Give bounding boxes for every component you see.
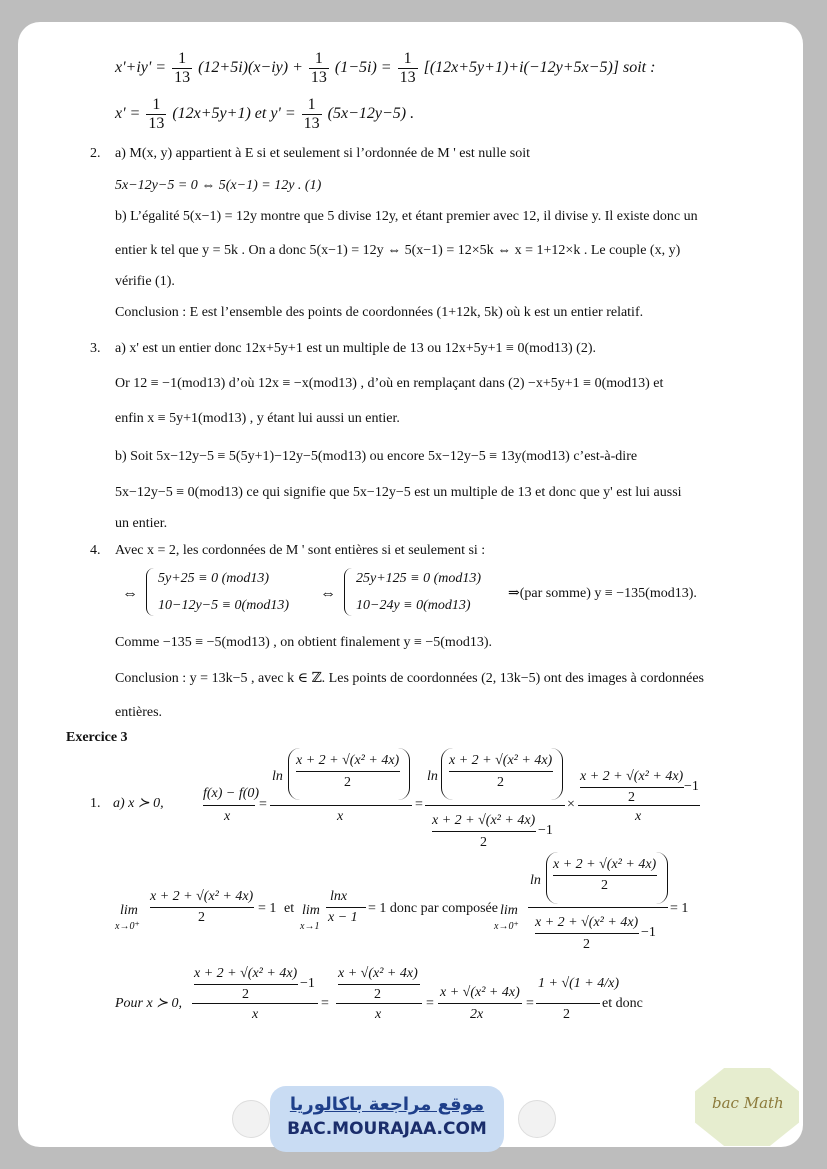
q3-b: b) Soit 5x−12y−5 ≡ 5(5y+1)−12y−5(mod13) ou encore 5x−12y−5 ≡ 13y(mod13) c’est-à-dire (115, 449, 638, 464)
lim-label: lim (302, 903, 320, 918)
inner-numerator: x + 2 + √(x² + 4x) (296, 753, 400, 768)
q3-b-cont: 5x−12y−5 ≡ 0(mod13) ce qui signifie que 5x−12y−5 est un multiple de 13 et donc que y' est lui aussi (115, 485, 682, 500)
q3-number: 3. (90, 341, 101, 356)
q3-b-end: un entier. (115, 516, 168, 531)
two: 2 (497, 775, 504, 790)
two: 2 (242, 987, 249, 1002)
ln-label: ln (530, 873, 541, 888)
equals: = (526, 996, 534, 1011)
equals: = (415, 797, 423, 812)
two: 2 (344, 775, 351, 790)
two: 2 (563, 1007, 570, 1022)
fraction-bar (528, 907, 668, 908)
system-sum: ⇒(par somme) y ≡ −135(mod13). (508, 586, 697, 601)
denominator-expr: x + 2 + √(x² + 4x) (432, 813, 536, 828)
complex-product-line (115, 50, 655, 87)
fraction-bar (150, 907, 254, 908)
fraction-bar (449, 771, 553, 772)
q3-a-end: enfin x ≡ 5y+1(mod13) , y étant lui aussi un entier. (115, 411, 400, 426)
equals: = (259, 797, 267, 812)
denominator-expr: x + 2 + √(x² + 4x) (535, 915, 639, 930)
q3-a: a) x' est un entier donc 12x+5y+1 est un multiple de 13 ou 12x+5y+1 ≡ 0(mod13) (2). (115, 341, 596, 356)
book-icon (518, 1100, 556, 1138)
x-denominator: x (337, 809, 344, 824)
minus-one: −1 (641, 925, 656, 940)
frac-numerator: 1 + √(1 + 4/x) (538, 976, 620, 991)
site-name-arabic[interactable]: موقع مراجعة باكالوريا (289, 1094, 485, 1115)
q2-b-cont: entier k tel que y = 5k . On a donc 5(x−1) = 12y ⇔ 5(x−1) = 12×5k ⇔ x = 1+12×k . Le couple (x, y) (115, 243, 681, 258)
exercise-title: Exercice 3 (66, 730, 128, 745)
eq-one: = 1 (258, 901, 277, 916)
q2-verify: vérifie (1). (115, 274, 175, 289)
minus-one: −1 (684, 779, 699, 794)
q2-conclusion: Conclusion : E est l’ensemble des points de coordonnées (1+12k, 5k) où k est un entier relatif. (115, 305, 644, 320)
frac-numerator: x + 2 + √(x² + 4x) (194, 966, 298, 981)
fraction-bar (296, 771, 400, 772)
two: 2 (583, 937, 590, 952)
times: × (567, 797, 575, 812)
minus-one: −1 (300, 976, 315, 991)
fraction-bar (203, 805, 255, 806)
et-donc: et donc (602, 996, 643, 1011)
minus-one: −1 (538, 823, 553, 838)
bacmath-logo-text: bac Math (712, 1094, 784, 1112)
q4-conclusion-end: entières. (115, 705, 163, 720)
fraction-bar (270, 805, 412, 806)
q2-equation: 5x−12y−5 = 0 ⇔ 5(x−1) = 12y . (1) (115, 178, 322, 193)
eq-part: (12x+5y+1) (172, 105, 251, 123)
q4-comme: Comme −135 ≡ −5(mod13) , on obtient finalement y ≡ −5(mod13). (115, 635, 492, 650)
inner-numerator: x + 2 + √(x² + 4x) (553, 857, 657, 872)
two: 2 (628, 790, 635, 805)
two: 2 (374, 987, 381, 1002)
frac-numerator: x + √(x² + 4x) (440, 985, 520, 1000)
two: 2 (480, 835, 487, 850)
x-denominator: x (252, 1007, 259, 1022)
system-brace (344, 568, 353, 616)
q2-b: b) L’égalité 5(x−1) = 12y montre que 5 divise 12y, et étant premier avec 12, il divise y. Il existe donc un (115, 209, 698, 224)
fraction: $\frac{1}{13}$ (174, 50, 191, 86)
system2-eq2: 10−24y ≡ 0(mod13) (356, 598, 471, 613)
frac-numerator: x + 2 + √(x² + 4x) (580, 769, 684, 784)
q4-conclusion: Conclusion : y = 13k−5 , avec k ∈ ℤ. Les points de coordonnées (2, 13k−5) ont des images à cordonnées (115, 671, 704, 686)
fraction-bar (580, 787, 684, 788)
lim-sub: x→0⁺ (115, 921, 140, 932)
fraction: $\frac{1}{13}$ (310, 50, 327, 86)
lim-label: lim (500, 903, 518, 918)
fraction-bar (425, 805, 565, 806)
lim-sub: x→0⁺ (494, 921, 519, 932)
lim-sub: x→1 (300, 921, 320, 932)
site-banner[interactable] (270, 1086, 504, 1152)
fraction-bar (536, 1003, 600, 1004)
book-icon (232, 1100, 270, 1138)
eq-part: et y' = (254, 105, 300, 123)
ln-label: ln (427, 769, 438, 784)
lim-label: lim (120, 903, 138, 918)
ln-label: ln (272, 769, 283, 784)
fraction-bar (326, 907, 366, 908)
system2-eq1: 25y+125 ≡ 0 (mod13) (356, 571, 482, 586)
q3-a-cont: Or 12 ≡ −1(mod13) d’où 12x ≡ −x(mod13) , d’où en remplaçant dans (2) −x+5y+1 ≡ 0(mod13) et (115, 376, 664, 391)
fraction: $\frac{1}{13}$ (303, 96, 320, 132)
fraction-bar (432, 831, 536, 832)
fraction-bar (553, 875, 657, 876)
xm1: x − 1 (328, 910, 358, 925)
ex3-q1-part: a) x ≻ 0, (113, 796, 164, 811)
equals: = (321, 996, 329, 1011)
ex3-q1-number: 1. (90, 796, 101, 811)
eq-part: x' = (115, 105, 145, 123)
eq-part: (5x−12y−5) . (327, 105, 415, 123)
eq-part: (1−5i) = (334, 59, 396, 77)
two-x: 2x (470, 1007, 484, 1022)
et: et (284, 901, 295, 916)
lim-numerator: x + 2 + √(x² + 4x) (150, 889, 254, 904)
fraction-bar (438, 1003, 522, 1004)
two: 2 (601, 878, 608, 893)
compose: = 1 donc par composée (368, 901, 498, 916)
eq-part: (12+5i)(x−iy) + (198, 59, 307, 77)
q4-number: 4. (90, 543, 101, 558)
eq-part: [(12x+5y+1)+i(−12y+5x−5)] soit : (423, 59, 656, 77)
fraction-bar (578, 805, 700, 806)
q2-number: 2. (90, 146, 101, 161)
fx-numerator: f(x) − f(0) (203, 786, 260, 801)
equals: = (426, 996, 434, 1011)
x-denominator: x (224, 809, 231, 824)
fraction-bar (338, 984, 420, 985)
eq-one: = 1 (670, 901, 689, 916)
eq-part: x'+iy' = (115, 59, 171, 77)
equiv-arrow: ⇔ (122, 585, 138, 602)
system1-eq2: 10−12y−5 ≡ 0(mod13) (158, 598, 289, 613)
inner-numerator: x + 2 + √(x² + 4x) (449, 753, 553, 768)
fraction: $\frac{1}{13}$ (148, 96, 165, 132)
fraction: $\frac{1}{13}$ (399, 50, 416, 86)
q2-a: a) M(x, y) appartient à E si et seulement si l’ordonnée de M ' est nulle soit (115, 146, 531, 161)
lnx: lnx (330, 889, 348, 904)
fraction-bar (194, 984, 298, 985)
equiv-arrow: ⇔ (320, 585, 336, 602)
system1-eq1: 5y+25 ≡ 0 (mod13) (158, 571, 270, 586)
fraction-bar (336, 1003, 422, 1004)
frac-numerator: x + √(x² + 4x) (338, 966, 418, 981)
fraction-bar (192, 1003, 318, 1004)
x-denominator: x (375, 1007, 382, 1022)
pour: Pour x ≻ 0, (115, 996, 182, 1011)
coords-line (115, 96, 414, 133)
two: 2 (198, 910, 205, 925)
system-brace (146, 568, 155, 616)
q4-intro: Avec x = 2, les cordonnées de M ' sont entières si et seulement si : (115, 543, 486, 558)
fraction-bar (535, 933, 639, 934)
site-url[interactable]: BAC.MOURAJAA.COM (287, 1119, 487, 1139)
x-denominator: x (635, 809, 642, 824)
